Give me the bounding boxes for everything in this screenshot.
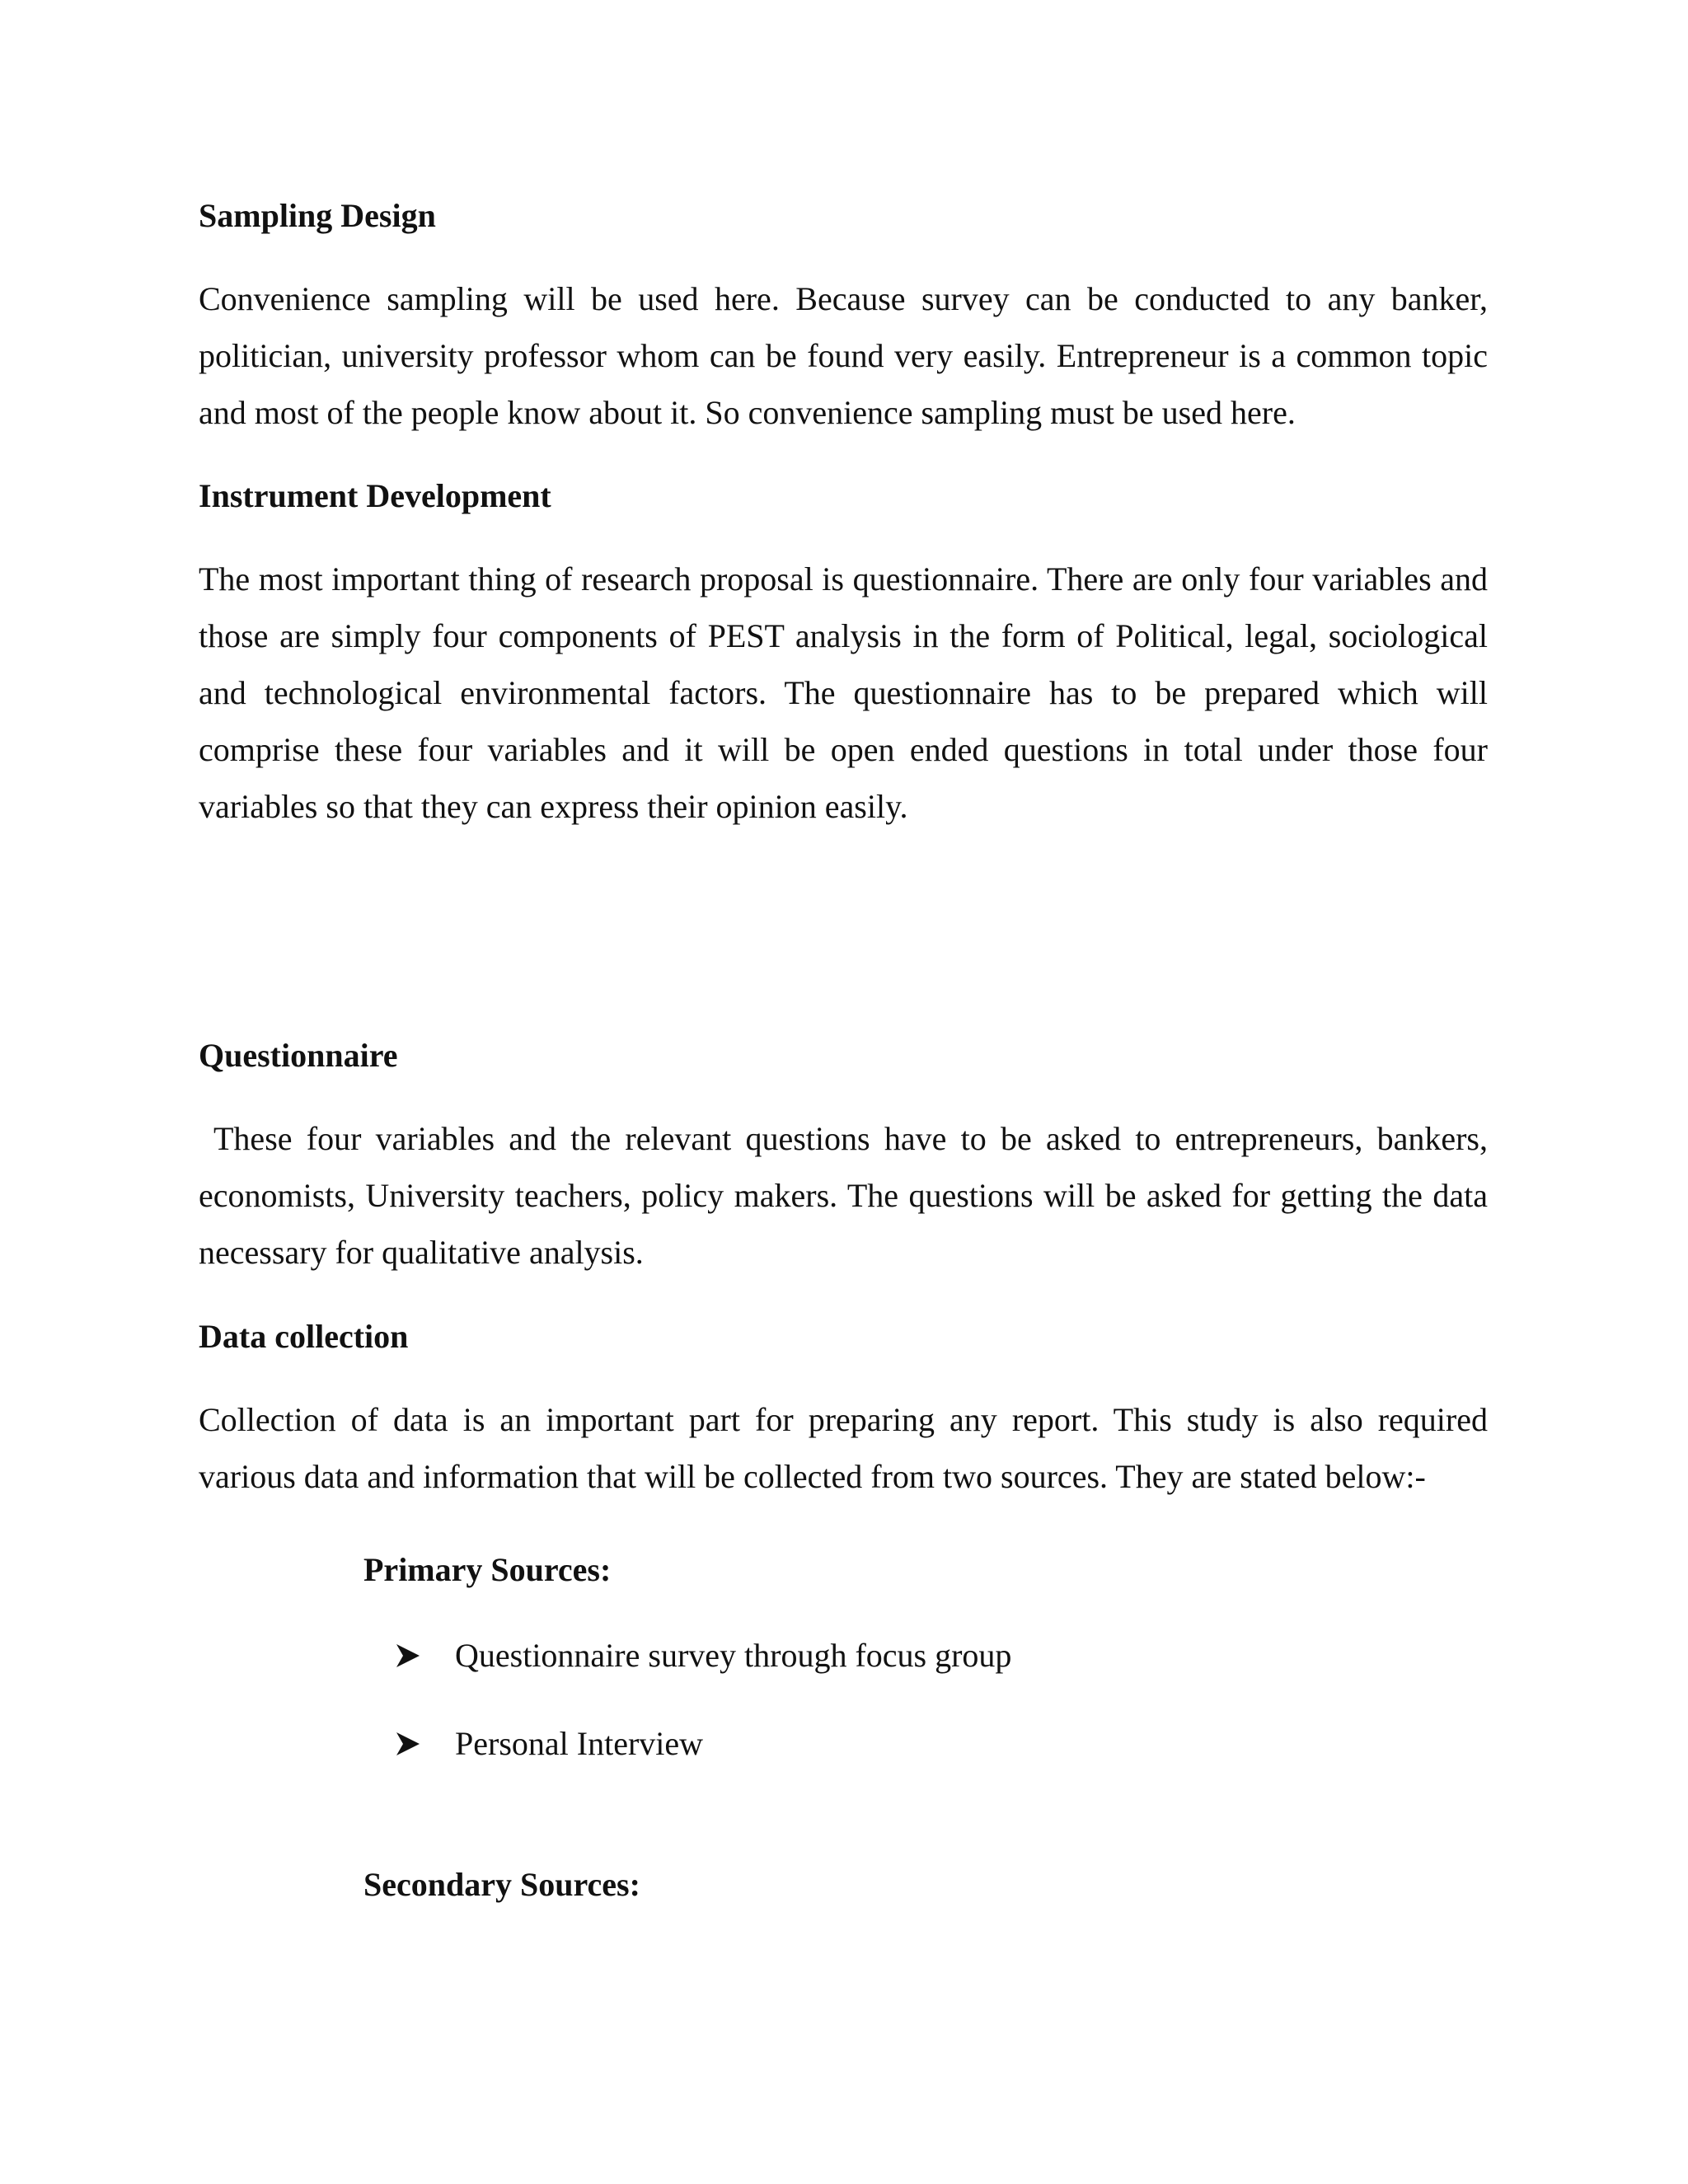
heading-data-collection: Data collection bbox=[199, 1318, 409, 1355]
paragraph-line: comprise these four variables and it will be open ended questions in total under those four bbox=[199, 731, 1488, 768]
list-item bbox=[394, 1636, 1011, 1675]
list-item bbox=[394, 1724, 703, 1764]
paragraph-questionnaire bbox=[199, 1110, 1488, 1281]
paragraph-sampling-design bbox=[199, 270, 1488, 441]
heading-primary-sources: Primary Sources: bbox=[363, 1551, 612, 1588]
arrowhead-bullet-icon bbox=[394, 1642, 422, 1670]
paragraph-line: and technological environmental factors. The questionnaire has to be prepared which will bbox=[199, 674, 1488, 711]
heading-questionnaire: Questionnaire bbox=[199, 1037, 398, 1074]
paragraph-line: politician, university professor whom can be found very easily. Entrepreneur is a common topic bbox=[199, 337, 1488, 374]
paragraph-line: variables so that they can express their opinion easily. bbox=[199, 788, 908, 825]
paragraph-instrument-development bbox=[199, 551, 1488, 835]
paragraph-line: Collection of data is an important part for preparing any report. This study is also required bbox=[199, 1401, 1488, 1438]
heading-sampling-design: Sampling Design bbox=[199, 197, 436, 234]
arrowhead-bullet-icon bbox=[394, 1730, 422, 1758]
list-item-label: Personal Interview bbox=[455, 1725, 704, 1762]
paragraph-line: those are simply four components of PEST analysis in the form of Political, legal, sociological bbox=[199, 617, 1488, 654]
heading-instrument-development: Instrument Development bbox=[199, 477, 551, 514]
paragraph-line: Convenience sampling will be used here. Because survey can be conducted to any banker, bbox=[199, 280, 1488, 317]
paragraph-line: and most of the people know about it. So convenience sampling must be used here. bbox=[199, 394, 1296, 431]
paragraph-line: necessary for qualitative analysis. bbox=[199, 1234, 644, 1271]
paragraph-line: economists, University teachers, policy makers. The questions will be asked for getting the data bbox=[199, 1177, 1488, 1214]
paragraph-data-collection bbox=[199, 1391, 1488, 1505]
heading-secondary-sources: Secondary Sources: bbox=[363, 1866, 640, 1903]
paragraph-line: These four variables and the relevant questions have to be asked to entrepreneurs, bankers, bbox=[213, 1120, 1488, 1157]
paragraph-line: The most important thing of research proposal is questionnaire. There are only four variables and bbox=[199, 560, 1488, 598]
paragraph-line: various data and information that will be collected from two sources. They are stated below:- bbox=[199, 1458, 1426, 1495]
list-item-label: Questionnaire survey through focus group bbox=[455, 1637, 1012, 1674]
